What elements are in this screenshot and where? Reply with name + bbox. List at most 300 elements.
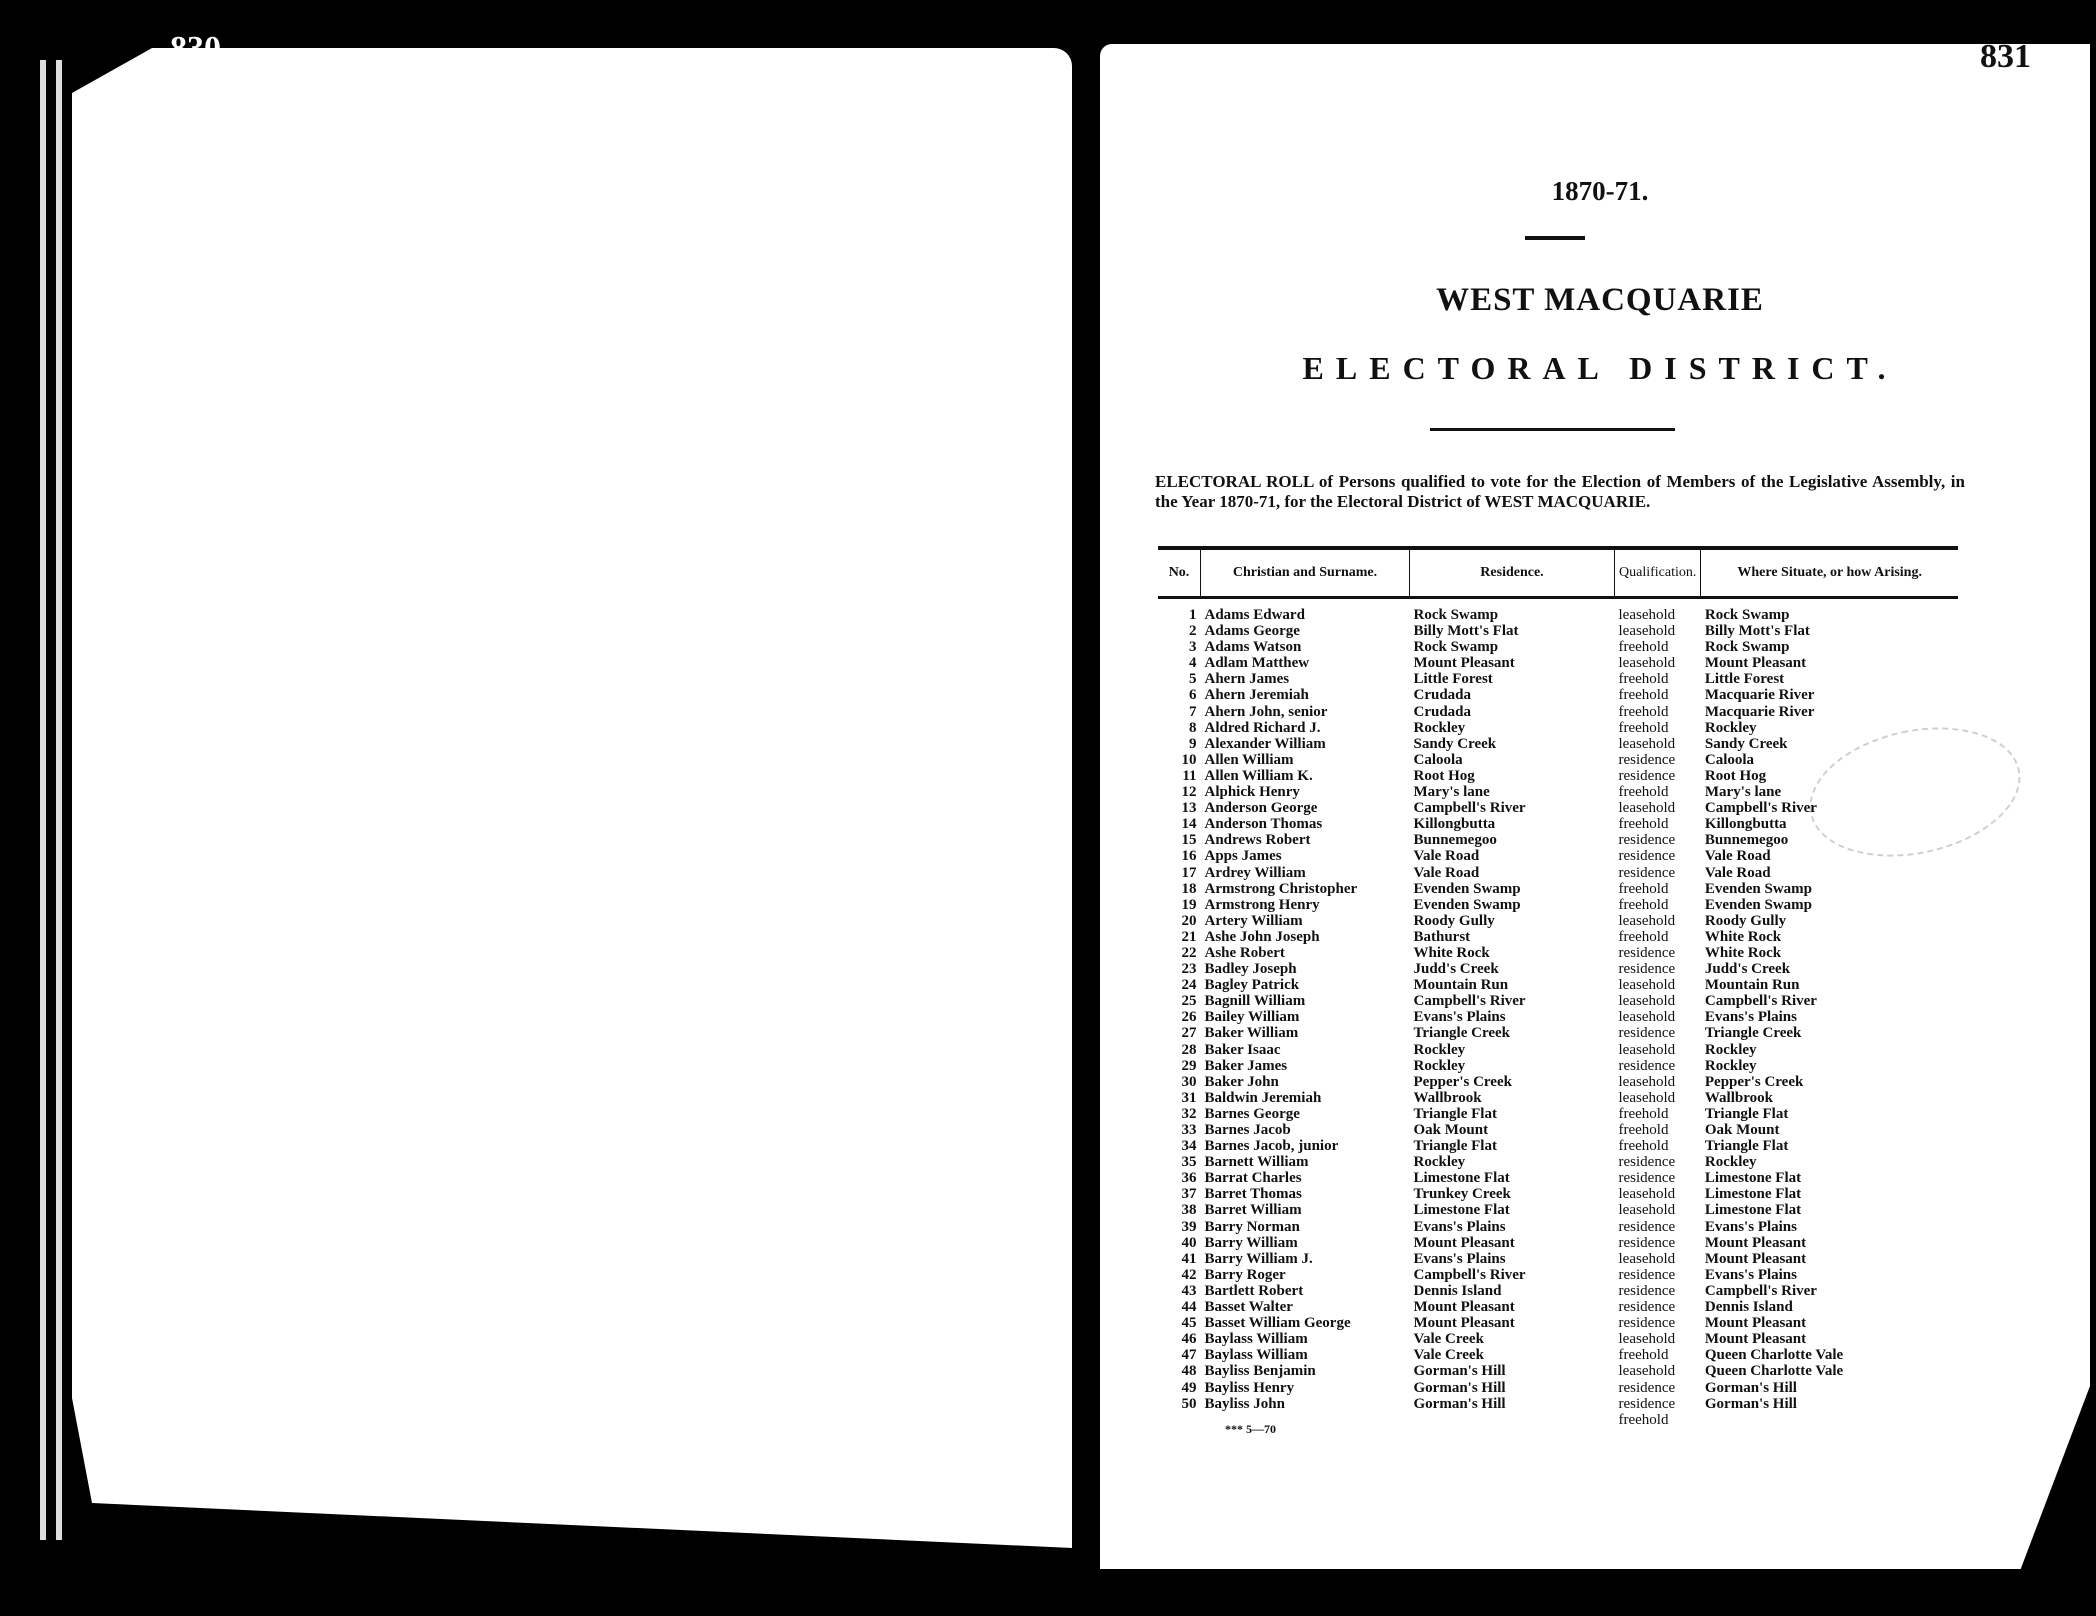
elector-name: Anderson George	[1204, 800, 1318, 817]
table-row	[1158, 639, 1958, 655]
where-situate: Dennis Island	[1704, 1299, 1793, 1316]
elector-name: Barnes Jacob, junior	[1204, 1138, 1339, 1155]
where-situate: Vale Road	[1704, 848, 1771, 865]
elector-name: Apps James	[1204, 848, 1282, 865]
where-situate: Campbell's River	[1704, 993, 1817, 1010]
qualification: residence	[1618, 1154, 1676, 1171]
where-situate: Limestone Flat	[1704, 1186, 1802, 1203]
residence: Evans's Plains	[1413, 1250, 1506, 1267]
table-row	[1158, 720, 1958, 736]
qualification: freehold	[1618, 816, 1669, 833]
where-situate: Mary's lane	[1704, 784, 1782, 801]
elector-name: Ahern Jeremiah	[1204, 687, 1309, 704]
residence: Judd's Creek	[1413, 961, 1499, 978]
qualification: freehold	[1618, 671, 1669, 688]
header-where: Where Situate, or how Arising.	[1701, 548, 1958, 598]
qualification: freehold	[1618, 1138, 1669, 1155]
elector-name: Adams George	[1204, 623, 1300, 640]
table-row	[1158, 1219, 1958, 1235]
table-row	[1158, 1042, 1958, 1058]
residence: Mount Pleasant	[1413, 1315, 1515, 1332]
row-number: 36	[1181, 1170, 1197, 1187]
residence: Bunnemegoo	[1413, 832, 1497, 849]
table-row	[1158, 1186, 1958, 1202]
elector-name: Ahern John, senior	[1204, 703, 1328, 720]
elector-name: Barnes George	[1204, 1105, 1300, 1122]
qualification: residence	[1618, 1057, 1676, 1074]
where-situate: Campbell's River	[1704, 800, 1817, 817]
row-number: 20	[1181, 912, 1197, 929]
residence: Bathurst	[1413, 928, 1471, 945]
residence: Trunkey Creek	[1413, 1186, 1511, 1203]
qualification: residence	[1618, 944, 1676, 961]
table-row	[1158, 1315, 1958, 1331]
table-row	[1158, 848, 1958, 864]
elector-name: Alexander William	[1204, 735, 1326, 752]
row-number: 35	[1181, 1154, 1197, 1171]
row-number: 47	[1181, 1347, 1197, 1364]
row-number: 27	[1181, 1025, 1197, 1042]
where-situate: Wallbrook	[1704, 1089, 1773, 1106]
table-row	[1158, 1380, 1958, 1396]
elector-name: Bailey William	[1204, 1009, 1300, 1026]
qualification: residence	[1618, 1234, 1676, 1251]
row-number: 24	[1181, 977, 1197, 994]
row-number: 15	[1181, 832, 1197, 849]
where-situate: Campbell's River	[1704, 1282, 1817, 1299]
table-row	[1158, 1202, 1958, 1218]
row-number: 2	[1189, 623, 1197, 640]
residence: Vale Road	[1413, 864, 1480, 881]
row-number: 25	[1181, 993, 1197, 1010]
elector-name: Bayliss Benjamin	[1204, 1363, 1316, 1380]
elector-name: Bayliss John	[1204, 1395, 1285, 1412]
row-number: 43	[1181, 1282, 1197, 1299]
where-situate: Gorman's Hill	[1704, 1379, 1797, 1396]
residence: Mountain Run	[1413, 977, 1509, 994]
residence: Rockley	[1413, 1041, 1466, 1058]
table-row	[1158, 945, 1958, 961]
table-row	[1158, 1122, 1958, 1138]
row-number: 6	[1189, 687, 1197, 704]
elector-name: Artery William	[1204, 912, 1303, 929]
table-row	[1158, 929, 1958, 945]
table-row	[1158, 1347, 1958, 1363]
table-row	[1158, 768, 1958, 784]
table-row	[1158, 913, 1958, 929]
qualification: leasehold	[1618, 977, 1676, 994]
header-name: Christian and Surname.	[1201, 548, 1410, 598]
residence: Mount Pleasant	[1413, 655, 1515, 672]
where-situate: Evans's Plains	[1704, 1009, 1797, 1026]
table-row	[1158, 655, 1958, 671]
row-number: 4	[1189, 655, 1197, 672]
where-situate: Evans's Plains	[1704, 1266, 1797, 1283]
qualification: leasehold	[1618, 1073, 1676, 1090]
roll-intro: ELECTORAL ROLL of Persons qualified to vote for the Election of Members of the Legislative Assembly, in the Year 1870-71, for the Electoral District of WEST MACQUARIE.	[1155, 472, 1965, 511]
table-row	[1158, 961, 1958, 977]
qualification: residence	[1618, 832, 1676, 849]
table-row	[1158, 1267, 1958, 1283]
divider	[1430, 428, 1675, 431]
qualification: residence	[1618, 1025, 1676, 1042]
residence: Triangle Flat	[1413, 1105, 1497, 1122]
qualification: freehold	[1618, 1122, 1669, 1138]
row-number: 14	[1181, 816, 1197, 833]
residence: Killongbutta	[1413, 816, 1496, 833]
table-row	[1158, 598, 1958, 624]
elector-name: Barry William	[1204, 1234, 1298, 1251]
where-situate: Roody Gully	[1704, 912, 1787, 929]
table-row	[1158, 1058, 1958, 1074]
row-number: 8	[1189, 719, 1197, 736]
row-number: 48	[1181, 1363, 1197, 1380]
elector-name: Barnett William	[1204, 1154, 1309, 1171]
qualification: leasehold	[1618, 1202, 1676, 1219]
row-number: 3	[1189, 639, 1197, 656]
row-number: 32	[1181, 1105, 1197, 1122]
residence: Rockley	[1413, 1154, 1466, 1171]
table-row	[1158, 816, 1958, 832]
row-number: 38	[1181, 1202, 1197, 1219]
district-type: ELECTORAL DISTRICT.	[1302, 350, 1898, 386]
printer-mark: *** 5—70	[1225, 1422, 1276, 1436]
residence: Billy Mott's Flat	[1413, 623, 1519, 640]
row-number: 19	[1181, 896, 1197, 913]
table-row	[1158, 1170, 1958, 1186]
where-situate: Mount Pleasant	[1704, 1331, 1807, 1348]
qualification: freehold	[1618, 703, 1669, 720]
elector-name: Adlam Matthew	[1204, 655, 1310, 672]
table-row	[1158, 736, 1958, 752]
row-number: 17	[1181, 864, 1197, 881]
row-number: 11	[1182, 767, 1197, 784]
row-number: 41	[1181, 1250, 1197, 1267]
elector-name: Baylass William	[1204, 1331, 1308, 1348]
row-number: 49	[1181, 1379, 1197, 1396]
residence: Wallbrook	[1413, 1089, 1482, 1106]
table-row	[1158, 1074, 1958, 1090]
table-row	[1158, 897, 1958, 913]
row-number: 13	[1181, 800, 1197, 817]
table-row	[1158, 1154, 1958, 1170]
elector-name: Badley Joseph	[1204, 961, 1297, 978]
row-number: 1	[1189, 607, 1197, 623]
qualification: freehold	[1618, 1347, 1669, 1364]
qualification: residence	[1618, 1379, 1676, 1396]
qualification: residence	[1618, 1266, 1676, 1283]
elector-name: Barrat Charles	[1204, 1170, 1302, 1187]
qualification: leasehold	[1618, 1186, 1676, 1203]
residence: Rockley	[1413, 719, 1466, 736]
elector-name: Armstrong Henry	[1204, 896, 1320, 913]
elector-name: Adams Watson	[1204, 639, 1302, 656]
residence: Mount Pleasant	[1413, 1299, 1515, 1316]
elector-name: Aldred Richard J.	[1204, 719, 1321, 736]
row-number: 40	[1181, 1234, 1197, 1251]
qualification: freehold	[1618, 928, 1669, 945]
qualification: freehold	[1618, 1411, 1669, 1428]
table-row	[1158, 671, 1958, 687]
row-number: 9	[1189, 735, 1197, 752]
elector-name: Bartlett Robert	[1204, 1282, 1304, 1299]
row-number: 21	[1181, 928, 1197, 945]
residence: Roody Gully	[1413, 912, 1495, 929]
where-situate: Vale Road	[1704, 864, 1771, 881]
divider	[1525, 236, 1585, 240]
table-row	[1158, 1331, 1958, 1347]
table-row	[1158, 1283, 1958, 1299]
qualification: residence	[1618, 751, 1676, 768]
table-row	[1158, 1363, 1958, 1379]
left-page	[72, 48, 1072, 1548]
row-number: 42	[1181, 1266, 1197, 1283]
where-situate: Limestone Flat	[1704, 1202, 1802, 1219]
where-situate: Evenden Swamp	[1704, 896, 1812, 913]
residence: Mount Pleasant	[1413, 1234, 1515, 1251]
row-number: 33	[1181, 1122, 1197, 1138]
qualification: residence	[1618, 848, 1676, 865]
where-situate: Mount Pleasant	[1704, 1234, 1807, 1251]
where-situate: Evenden Swamp	[1704, 880, 1812, 897]
table-row	[1158, 993, 1958, 1009]
elector-name: Anderson Thomas	[1204, 816, 1323, 833]
elector-name: Barnes Jacob	[1204, 1122, 1291, 1138]
where-situate: Macquarie River	[1704, 687, 1815, 704]
where-situate: Killongbutta	[1704, 816, 1787, 833]
row-number: 12	[1181, 784, 1197, 801]
where-situate: Mount Pleasant	[1704, 1250, 1807, 1267]
qualification: leasehold	[1618, 1363, 1676, 1380]
qualification: residence	[1618, 961, 1676, 978]
table-row	[1158, 752, 1958, 768]
elector-name: Barret Thomas	[1204, 1186, 1302, 1203]
header-no: No.	[1168, 564, 1190, 580]
qualification: leasehold	[1618, 1250, 1676, 1267]
table-row	[1158, 1106, 1958, 1122]
elector-name: Ahern James	[1204, 671, 1290, 688]
where-situate: Triangle Creek	[1704, 1025, 1802, 1042]
table-row	[1158, 704, 1958, 720]
qualification: freehold	[1618, 687, 1669, 704]
header-residence: Residence.	[1410, 548, 1615, 598]
table-row	[1158, 1090, 1958, 1106]
residence: Gorman's Hill	[1413, 1395, 1506, 1412]
qualification: leasehold	[1618, 912, 1676, 929]
qualification: residence	[1618, 1395, 1676, 1412]
residence: Oak Mount	[1413, 1122, 1489, 1138]
where-situate: Little Forest	[1704, 671, 1785, 688]
qualification: residence	[1618, 767, 1676, 784]
residence: Campbell's River	[1413, 800, 1526, 817]
qualification: leasehold	[1618, 655, 1676, 672]
row-number: 18	[1181, 880, 1197, 897]
where-situate: Oak Mount	[1704, 1122, 1780, 1138]
row-number: 39	[1181, 1218, 1197, 1235]
qualification: residence	[1618, 1218, 1676, 1235]
where-situate: Caloola	[1704, 751, 1755, 768]
residence: Evenden Swamp	[1413, 896, 1521, 913]
table-row	[1158, 1299, 1958, 1315]
roll-year: 1870-71.	[1551, 176, 1649, 206]
elector-name: Bagnill William	[1204, 993, 1306, 1010]
residence: Evenden Swamp	[1413, 880, 1521, 897]
table-row	[1158, 623, 1958, 639]
residence: Gorman's Hill	[1413, 1379, 1506, 1396]
header-qualification: Qualification.	[1615, 548, 1701, 598]
row-number: 28	[1181, 1041, 1197, 1058]
residence: Vale Road	[1413, 848, 1480, 865]
where-situate: Pepper's Creek	[1704, 1073, 1804, 1090]
residence: Limestone Flat	[1413, 1170, 1510, 1187]
qualification: residence	[1618, 1315, 1676, 1332]
residence: Root Hog	[1413, 767, 1475, 784]
table-row	[1158, 1025, 1958, 1041]
qualification: leasehold	[1618, 607, 1676, 623]
qualification: freehold	[1618, 880, 1669, 897]
elector-name: Baker William	[1204, 1025, 1299, 1042]
elector-name: Baylass William	[1204, 1347, 1308, 1364]
residence: Evans's Plains	[1413, 1009, 1506, 1026]
qualification: leasehold	[1618, 735, 1676, 752]
residence: Crudada	[1413, 703, 1472, 720]
residence: Limestone Flat	[1413, 1202, 1510, 1219]
table-body	[1158, 598, 1958, 1428]
residence: Crudada	[1413, 687, 1472, 704]
where-situate: Triangle Flat	[1704, 1138, 1789, 1155]
residence: Rock Swamp	[1413, 639, 1499, 656]
qualification: residence	[1618, 1282, 1676, 1299]
elector-name: Adams Edward	[1204, 607, 1305, 623]
table-row	[1158, 977, 1958, 993]
row-number: 31	[1181, 1089, 1197, 1106]
where-situate: Rock Swamp	[1704, 607, 1790, 623]
elector-name: Bagley Patrick	[1204, 977, 1300, 994]
where-situate: Mount Pleasant	[1704, 655, 1807, 672]
table-row	[1158, 1138, 1958, 1154]
where-situate: Gorman's Hill	[1704, 1395, 1797, 1412]
table-row	[1158, 1009, 1958, 1025]
row-number: 45	[1181, 1315, 1197, 1332]
row-number: 37	[1181, 1186, 1197, 1203]
where-situate: Rock Swamp	[1704, 639, 1790, 656]
where-situate: Queen Charlotte Vale	[1704, 1363, 1844, 1380]
elector-name: Barry William J.	[1204, 1250, 1313, 1267]
table-row-overflow	[1158, 1412, 1958, 1428]
row-number: 29	[1181, 1057, 1197, 1074]
residence: Vale Creek	[1413, 1331, 1484, 1348]
qualification: leasehold	[1618, 1041, 1676, 1058]
qualification: residence	[1618, 864, 1676, 881]
elector-name: Andrews Robert	[1204, 832, 1311, 849]
table-row	[1158, 687, 1958, 703]
elector-name: Ardrey William	[1204, 864, 1306, 881]
where-situate: Limestone Flat	[1704, 1170, 1802, 1187]
page-number-right: 831	[1980, 38, 2031, 75]
where-situate: Bunnemegoo	[1704, 832, 1789, 849]
row-number: 30	[1181, 1073, 1197, 1090]
residence: Campbell's River	[1413, 993, 1526, 1010]
elector-name: Barry Norman	[1204, 1218, 1300, 1235]
residence: Caloola	[1413, 751, 1463, 768]
where-situate: Sandy Creek	[1704, 735, 1788, 752]
qualification: leasehold	[1618, 1089, 1676, 1106]
electoral-roll-table	[1158, 546, 1958, 1428]
elector-name: Basset William George	[1204, 1315, 1351, 1332]
elector-name: Allen William K.	[1204, 767, 1313, 784]
qualification: freehold	[1618, 896, 1669, 913]
residence: Rock Swamp	[1413, 607, 1499, 623]
row-number: 5	[1189, 671, 1197, 688]
where-situate: White Rock	[1704, 928, 1782, 945]
qualification: residence	[1618, 1299, 1676, 1316]
qualification: residence	[1618, 1170, 1676, 1187]
qualification: leasehold	[1618, 1009, 1676, 1026]
where-situate: Billy Mott's Flat	[1704, 623, 1810, 640]
residence: Mary's lane	[1413, 784, 1490, 801]
elector-name: Barret William	[1204, 1202, 1302, 1219]
row-number: 7	[1189, 703, 1197, 720]
elector-name: Baldwin Jeremiah	[1204, 1089, 1322, 1106]
qualification: freehold	[1618, 719, 1669, 736]
where-situate: Root Hog	[1704, 767, 1767, 784]
where-situate: Rockley	[1704, 1057, 1757, 1074]
residence: White Rock	[1413, 944, 1490, 961]
elector-name: Barry Roger	[1204, 1266, 1286, 1283]
where-situate: Judd's Creek	[1704, 961, 1791, 978]
row-number: 50	[1181, 1395, 1197, 1412]
table-row	[1158, 881, 1958, 897]
table-row	[1158, 800, 1958, 816]
qualification: freehold	[1618, 784, 1669, 801]
elector-name: Bayliss Henry	[1204, 1379, 1295, 1396]
where-situate: Evans's Plains	[1704, 1218, 1797, 1235]
residence: Pepper's Creek	[1413, 1073, 1512, 1090]
row-number: 26	[1181, 1009, 1197, 1026]
residence: Triangle Creek	[1413, 1025, 1511, 1042]
residence: Vale Creek	[1413, 1347, 1484, 1364]
district-name: WEST MACQUARIE	[1436, 282, 1764, 318]
where-situate: Mountain Run	[1704, 977, 1800, 994]
where-situate: White Rock	[1704, 944, 1782, 961]
table-row	[1158, 832, 1958, 848]
elector-name: Armstrong Christopher	[1204, 880, 1358, 897]
elector-name: Allen William	[1204, 751, 1294, 768]
where-situate: Triangle Flat	[1704, 1105, 1789, 1122]
residence: Dennis Island	[1413, 1282, 1502, 1299]
elector-name: Ashe John Joseph	[1204, 928, 1320, 945]
elector-name: Alphick Henry	[1204, 784, 1300, 801]
residence: Evans's Plains	[1413, 1218, 1506, 1235]
where-situate: Rockley	[1704, 1041, 1757, 1058]
table-header-row	[1158, 548, 1958, 598]
residence: Gorman's Hill	[1413, 1363, 1506, 1380]
qualification: leasehold	[1618, 1331, 1676, 1348]
residence: Campbell's River	[1413, 1266, 1526, 1283]
elector-name: Baker John	[1204, 1073, 1279, 1090]
residence: Sandy Creek	[1413, 735, 1497, 752]
row-number: 16	[1181, 848, 1197, 865]
qualification: leasehold	[1618, 993, 1676, 1010]
row-number: 34	[1181, 1138, 1197, 1155]
table-row	[1158, 784, 1958, 800]
qualification: freehold	[1618, 639, 1669, 656]
residence: Triangle Flat	[1413, 1138, 1497, 1155]
row-number: 23	[1181, 961, 1197, 978]
elector-name: Basset Walter	[1204, 1299, 1293, 1316]
page-edge	[40, 60, 46, 1540]
row-number: 46	[1181, 1331, 1197, 1348]
